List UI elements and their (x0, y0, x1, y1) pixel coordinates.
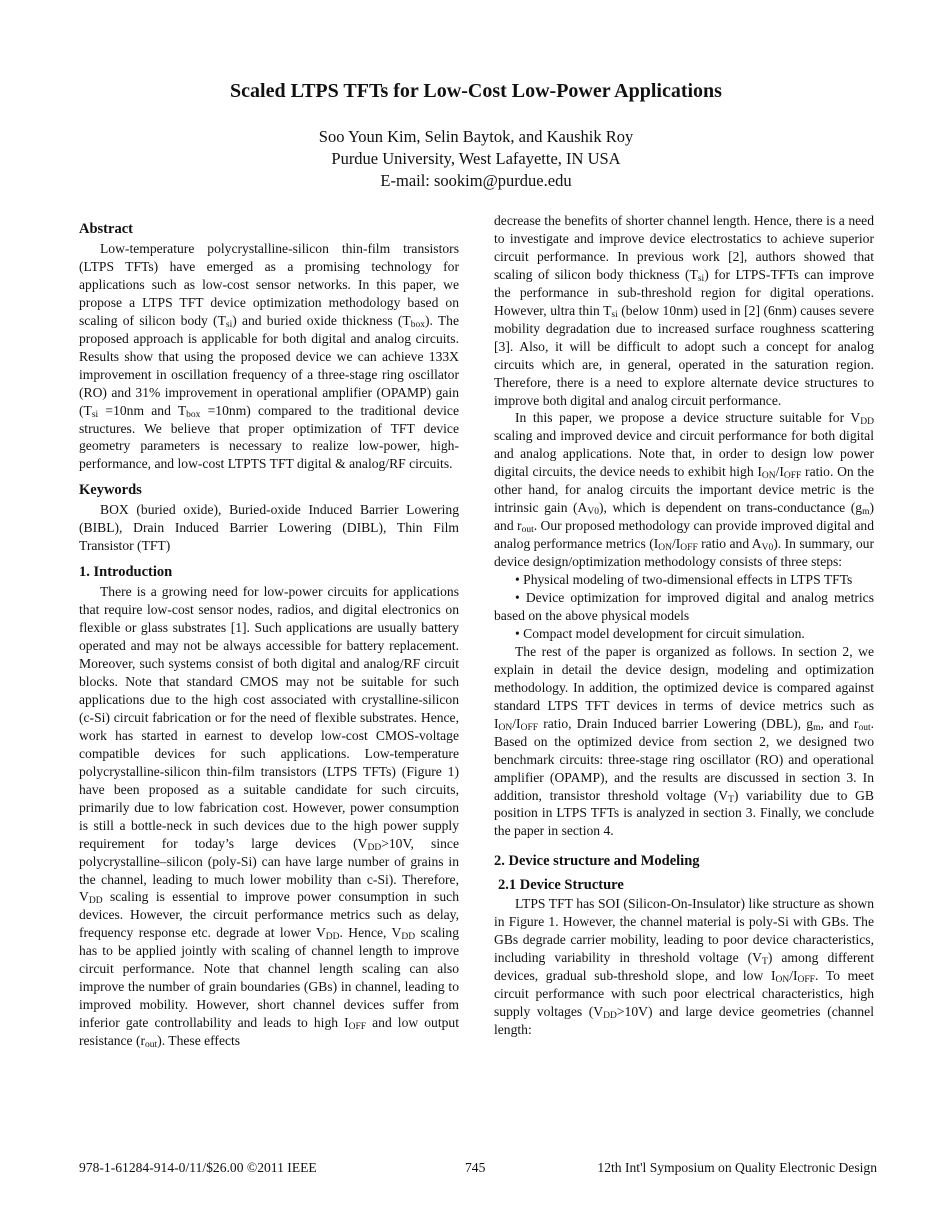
abstract-text: Low-temperature polycrystalline-silicon thin-film transistors (LTPS TFTs) have emerged as a promising technology for applications such as low-cost sensor networks. In this paper, we propose a LTPS TFT device optimization methodology based on scaling of silicon body $(T_{si})$ and buried oxide thickness $(T_{box})$. The proposed approach is applicable for both digital and analog circuits. Results show that using the proposed device we can achieve 133X improvement in oscillation frequency of a three-stage ring oscillator (RO) and 31% improvement in operational amplifier (OPAMP) gain ($T_{si} =10nm$ and $T_{box} =10nm$) compared to the traditional device structures. We believe that proper optimization of TFT device geometry parameters is necessary to realize low-power, high-performance, and low-cost LTPTS TFT digital & analog/RF circuits. (79, 241, 459, 472)
author-affiliation: Purdue University, West Lafayette, IN USA (331, 149, 621, 168)
bullet-item: • Device optimization for improved digital and analog metrics based on the above physical models (494, 590, 874, 623)
bullet-item: • Physical modeling of two-dimensional effects in LTPS TFTs (515, 572, 853, 588)
right-column (494, 212, 874, 1039)
intro-continued-paragraph: decrease the benefits of shorter channel length. Hence, there is a need to investigate and improve device electrostatics to achieve superior circuit performance. In previous work [2], authors showed that scaling of silicon body thickness $(T_{si})$ for LTPS-TFTs can improve the performance in sub-threshold region for digital operations. However, ultra thin $T_{si}$ (below 10nm) used in [2] (6nm) causes severe mobility degradation due to increased surface roughness scattering [3]. Also, it will be difficult to adopt such a concept for analog circuits which are, in general, operated in the saturation region. Therefore, there is a need to explore alternate device structures to improve both digital and analog circuit performance. (494, 213, 874, 408)
organization-paragraph: The rest of the paper is organized as follows. In section 2, we explain in detail the device design, modeling and optimization methodology. In addition, the optimized device is compared against standard LTPS TFT devices in terms of device metrics such as $I_{ON}/I_{OFF}$ ratio, Drain Induced barrier Lowering (DBL), $g_m$, and $r_{out}$. Based on the optimized device from section 2, we designed two benchmark circuits: three-stage ring oscillator (RO) and operational amplifier (OPAMP), and the results are discussed in section 3. In addition, transistor threshold voltage $(V_T)$ variability due to GB position in LTPS TFTs is analyzed in section 3. Finally, we conclude the paper in section 4. (494, 643, 874, 839)
introduction-heading: 1. Introduction (79, 564, 173, 581)
introduction-text: There is a growing need for low-power circuits for applications that require low-cost sensor nodes, radios, and digital electronics on flexible or glass substrates [1]. Such applications are usually battery operated and may not be always accessible for battery replacement. Moreover, such systems consist of both digital and analog/RF circuit blocks. Note that standard CMOS may not be suitable for such applications due to the high cost associated with crystalline-silicon (c-Si) circuit fabrication or for the need of flexible substrates. Hence, work has started in earnest to develop low-cost CMOS-voltage compatible devices for such applications. Low-temperature polycrystalline-silicon thin-film transistors (LTPS TFTs) (Figure 1) have been proposed as a suitable candidate for such circuits, primarily due to low fabrication cost. However, power consumption is still a bottle-neck in such devices due to the high power supply requirement for today’s large devices ($V_{DD}>10V$, since polycrystalline–silicon (poly-Si) can have large number of grains in the channel, leading to much lower mobility than c-Si). Therefore, $V_{DD}$ scaling is essential to improve power consumption in such devices. However, the circuit performance metrics such as delay, frequency response etc. degrade at lower $V_{DD}$. Hence, $V_{DD}$ scaling has to be applied jointly with scaling of channel length to improve circuit performance. Note that channel length scaling can also improve the number of grain boundaries (GBs) in channel, leading to improved mobility. However, short channel devices suffer from inferior gate controllability and leads to high $I_{OFF}$ and low output resistance $(r_{out})$. These effects (79, 584, 460, 1051)
page-number: 745 (465, 1160, 486, 1175)
keywords-text: BOX (buried oxide), Buried-oxide Induced Barrier Lowering (BIBL), Drain Induced Barrier Lowering (DIBL), Thin Film Transistor (TFT) (79, 502, 459, 554)
keywords-heading: Keywords (79, 482, 142, 499)
section-2-1-heading: 2.1 Device Structure (498, 877, 624, 894)
footer-copyright: 978-1-61284-914-0/11/$26.00 ©2011 IEEE (79, 1160, 317, 1175)
footer-conference: 12th Int'l Symposium on Quality Electronic Design (597, 1160, 877, 1175)
left-column (79, 220, 459, 1050)
bullet-item: • Compact model development for circuit simulation. (515, 625, 805, 641)
author-names: Soo Youn Kim, Selin Baytok, and Kaushik Roy (318, 127, 634, 146)
paper-title: Scaled LTPS TFTs for Low-Cost Low-Power Applications (230, 80, 722, 102)
section-2-heading: 2. Device structure and Modeling (494, 853, 700, 870)
proposal-paragraph: In this paper, we propose a device structure suitable for $V_{DD}$ scaling and improved device and circuit performance for both digital and analog applications. Note that, in order to design low power digital circuits, the device needs to exhibit high $I_{ON}/I_{OFF}$ ratio. On the other hand, for analog circuits the important device metric is the intrinsic gain $(A_{V0})$, which is dependent on trans-conductance $(g_m)$ and $r_{out}$. Our proposed methodology can provide improved digital and analog performance metrics ($I_{ON}/I_{OFF}$ ratio and $A_{V0}$). In summary, our device design/optimization methodology consists of three steps: (494, 410, 874, 570)
device-structure-paragraph: LTPS TFT has SOI (Silicon-On-Insulator) like structure as shown in Figure 1. However, the channel material is poly-Si with GBs. The GBs degrade carrier mobility, leading to poor device characteristics, including variability in threshold voltage $(V_T)$ among different devices, gradual sub-threshold slope, and low $I_{ON}/I_{OFF}$. To meet circuit performance with such poor electrical characteristics, high supply voltages $(V_{DD}>10V)$ and large device geometries (channel length: (494, 896, 874, 1038)
abstract-heading: Abstract (79, 221, 133, 237)
author-email: E-mail: sookim@purdue.edu (380, 171, 572, 190)
author-block (0, 126, 952, 192)
